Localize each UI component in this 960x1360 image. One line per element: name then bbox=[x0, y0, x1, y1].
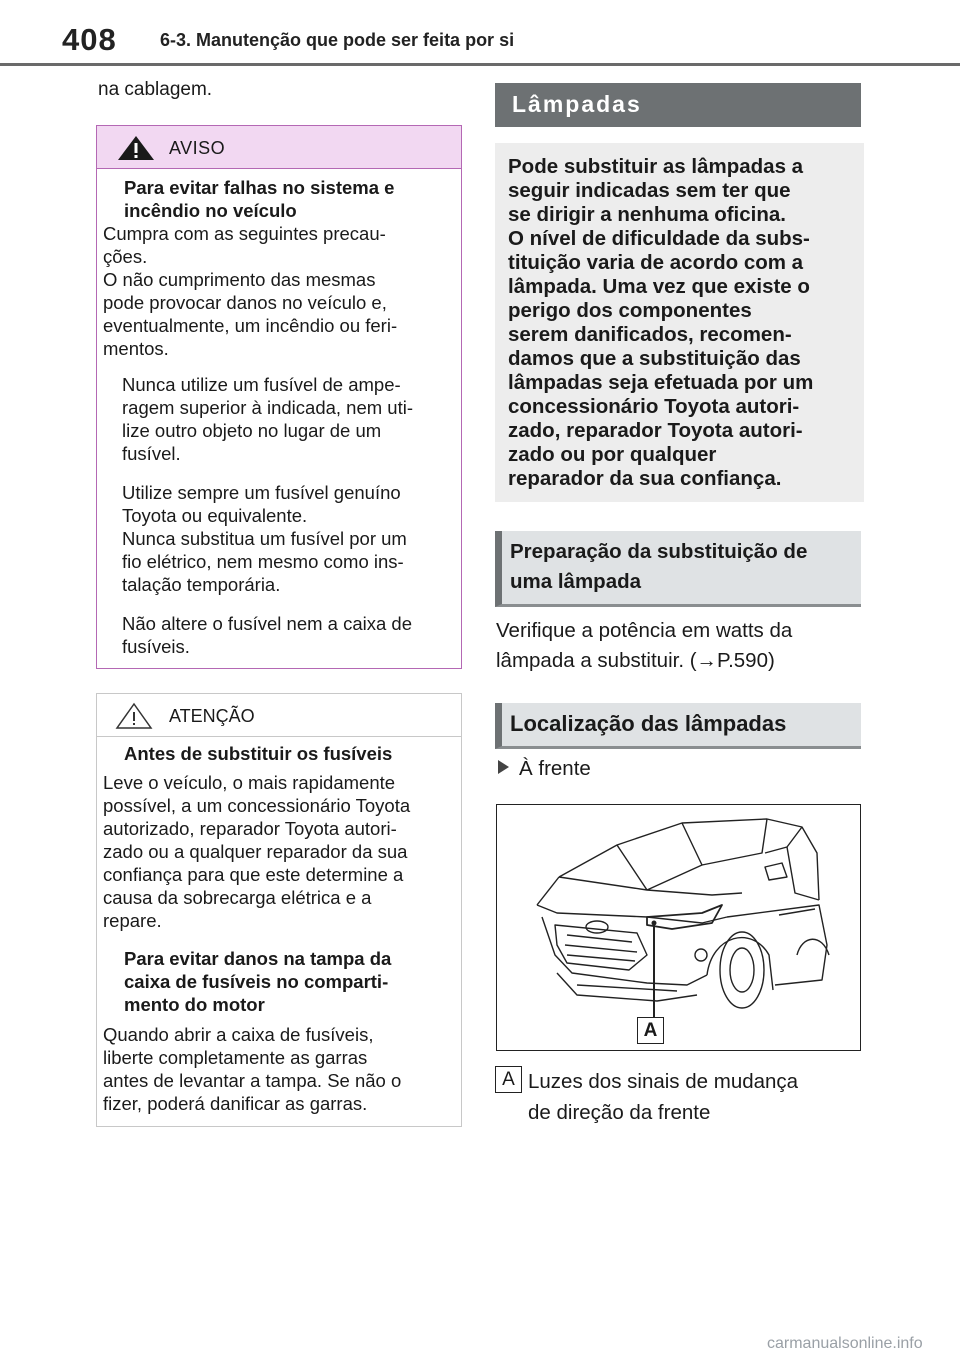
car-illustration bbox=[497, 805, 859, 1049]
legend-text-a: Luzes dos sinais de mudança de direção da frente bbox=[528, 1070, 799, 1124]
figure-callout-a: A bbox=[637, 1017, 664, 1044]
aviso-subheading: Para evitar falhas no sistema e incêndio no veículo bbox=[124, 177, 395, 221]
prep-text: Verifique a potência em watts da lâmpada a substituir. (→P.590) bbox=[496, 619, 793, 672]
page-header bbox=[0, 0, 960, 66]
aviso-main-text: Cumpra com as seguintes precau- ções. O não cumprimento das mesmas pode provocar danos no veículo e, eventualmente, um incêndio ou feri- mentos. bbox=[103, 223, 398, 359]
aviso-header bbox=[97, 126, 461, 169]
aviso-bullet-3: Não altere o fusível nem a caixa de fusíveis. bbox=[122, 613, 412, 657]
lampadas-text: Pode substituir as lâmpadas a seguir indicadas sem ter que se dirigir a nenhuma oficina. O nível de dificuldade da subs- tituição varia de acordo com a lâmpada. Uma vez que existe o perigo dos componentes serem danificados, recomen- damos que a substituição das lâmpadas seja efetuada por um concessionário Toyota autori- zado, reparador Toyota autori- zado ou por qualquer reparador da sua confiança. bbox=[508, 155, 814, 490]
atencao-sub-1: Antes de substituir os fusíveis bbox=[124, 743, 393, 764]
aviso-bullet-1: Nunca utilize um fusível de ampe- ragem superior à indicada, nem uti- lize outro objeto no lugar de um fusível. bbox=[122, 374, 414, 464]
section-title: 6-3. Manutenção que pode ser feita por si bbox=[160, 30, 515, 50]
location-heading: Localização das lâmpadas bbox=[495, 703, 861, 749]
header-rule bbox=[0, 63, 960, 66]
atencao-header bbox=[97, 694, 461, 737]
watermark: carmanualsonline.info bbox=[767, 1335, 923, 1352]
atencao-title: ATENÇÃO bbox=[169, 706, 255, 726]
atencao-text-1: Leve o veículo, o mais rapidamente possível, a um concessionário Toyota autorizado, reparador Toyota autori- zado ou a qualquer reparador da sua confiança para que este determine a causa da sobrecarga elétrica e a repare. bbox=[103, 772, 411, 931]
aviso-title: AVISO bbox=[169, 138, 226, 158]
intro-text: na cablagem. bbox=[98, 79, 213, 100]
front-label: À frente bbox=[498, 757, 591, 781]
lampadas-heading: Lâmpadas bbox=[495, 83, 861, 127]
legend-tag-a: A bbox=[495, 1066, 522, 1093]
aviso-bullet-2: Utilize sempre um fusível genuíno Toyota ou equivalente. Nunca substitua um fusível por um fio elétrico, nem mesmo como ins- talação temporária. bbox=[122, 482, 407, 595]
triangle-bullet-icon bbox=[498, 760, 509, 774]
prep-heading: Preparação da substituição de uma lâmpada bbox=[495, 531, 861, 607]
atencao-sub-2: Para evitar danos na tampa da caixa de fusíveis no comparti- mento do motor bbox=[124, 948, 392, 1015]
car-figure bbox=[496, 804, 861, 1051]
atencao-text-2: Quando abrir a caixa de fusíveis, liberte completamente as garras antes de levantar a tampa. Se não o fizer, poderá danificar as garras. bbox=[103, 1024, 402, 1114]
warning-icon bbox=[117, 135, 155, 161]
caution-icon bbox=[115, 702, 153, 730]
page-number: 408 bbox=[62, 22, 117, 57]
